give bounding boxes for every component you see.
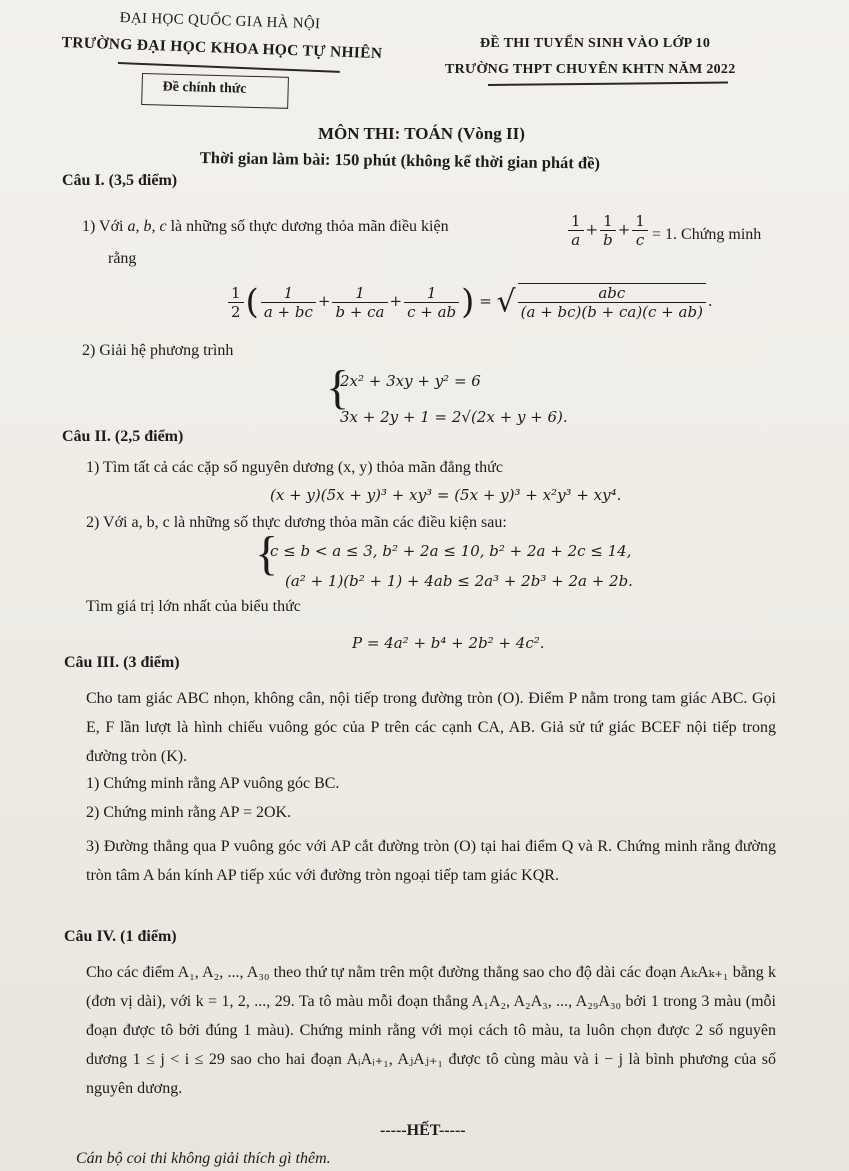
header-underline-left <box>118 62 340 72</box>
q2-expression-P: P = 4a² + b⁴ + 2b² + 4c². <box>352 634 545 652</box>
university-name: ĐẠI HỌC QUỐC GIA HÀ NỘI <box>119 10 321 33</box>
q2-title: Câu II. (2,5 điểm) <box>62 428 184 445</box>
q1-condition-tail: = 1. Chứng minh <box>652 226 762 243</box>
q1-part2: 2) Giải hệ phương trình <box>82 342 234 359</box>
q1-system-eq2: 3x + 2y + 1 = 2√(2x + y + 6). <box>340 408 568 426</box>
q1-part1-text: là những số thực dương thỏa mãn điều kiện <box>170 218 449 235</box>
q3-intro: Cho tam giác ABC nhọn, không cân, nội tiếp trong đường tròn (O). Điểm P nằm trong tam giác ABC. Gọi E, F lần lượt là hình chiếu vuông góc của P trên các cạnh CA, AB. Giả sử tứ giác BCEF nội tiếp trong đường tròn (K). <box>86 690 776 765</box>
q2-conditions-brace: { <box>255 527 279 580</box>
q3-part3: 3) Đường thẳng qua P vuông góc với AP cắt đường tròn (O) tại hai điểm Q và R. Chứng minh rằng đường tròn tâm A bán kính AP tiếp xúc với đường tròn ngoại tiếp tam giác KQR. <box>86 838 776 884</box>
q1-identity: $\frac{1}{2}$ ( $\frac{1}{a + bc}$ + $\frac{1}{b + ca}$ + $\frac{1}{c + ab}$ ) = √ $\frac{\text{abc}}{(a + bc)(b + ca)(c + ab)}$ . <box>226 282 713 322</box>
end-marker: -----HẾT----- <box>380 1122 466 1139</box>
q4-title: Câu IV. (1 điểm) <box>64 928 177 945</box>
time-limit: Thời gian làm bài: 150 phút (không kể thời gian phát đề) <box>199 148 601 173</box>
q2-part1-equation: (x + y)(5x + y)³ + xy³ = (5x + y)³ + x²y³ + xy⁴. <box>270 486 622 504</box>
q3-part1: 1) Chứng minh rằng AP vuông góc BC. <box>86 775 340 792</box>
q4-text: Cho các điểm A₁, A₂, ..., A₃₀ theo thứ tự nằm trên một đường thẳng sao cho độ dài các đoạn AₖAₖ₊₁ bằng k (đơn vị dài), với k = 1, 2, ..., 29. Ta tô màu mỗi đoạn thẳng A₁A₂, A₂A₃, ..., A₂₉A₃₀ bởi 1 trong 3 màu (mỗi đoạn được tô bởi đúng 1 màu). Chứng minh rằng với mọi cách tô màu, ta luôn chọn được 2 số nguyên dương 1 ≤ j < i ≤ 29 sao cho hai đoạn AᵢAᵢ₊₁, AⱼAⱼ₊₁ được tô cùng màu và i − j là bình phương của số nguyên dương. <box>86 964 776 1097</box>
q2-condition-2: (a² + 1)(b² + 1) + 4ab ≤ 2a³ + 2b³ + 2a + 2b. <box>285 572 633 590</box>
school-name: TRƯỜNG ĐẠI HỌC KHOA HỌC TỰ NHIÊN <box>61 34 383 63</box>
q1-part1-prefix: 1) Với <box>82 218 124 235</box>
q3-part2: 2) Chứng minh rằng AP = 2OK. <box>86 804 292 821</box>
proctor-note: Cán bộ coi thi không giải thích gì thêm. <box>76 1150 331 1167</box>
official-label: Đề chính thức <box>162 79 247 97</box>
q1-part1-cont: rằng <box>108 250 137 267</box>
q1-system-brace: { <box>326 361 350 414</box>
subject-title: MÔN THI: TOÁN (Vòng II) <box>318 124 525 143</box>
q1-system-eq1: 2x² + 3xy + y² = 6 <box>340 372 481 390</box>
q3-title: Câu III. (3 điểm) <box>64 654 180 671</box>
q2-part1: 1) Tìm tất cả các cặp số nguyên dương (x, y) thỏa mãn đẳng thức <box>86 459 503 476</box>
q2-find: Tìm giá trị lớn nhất của biểu thức <box>86 598 301 615</box>
header-underline-right <box>488 81 728 85</box>
q1-part1-vars: a, b, c <box>127 218 167 235</box>
q1-condition: $\frac{1}{a}$ + $\frac{1}{b}$ + $\frac{1}{c}$ <box>566 212 650 249</box>
q2-part2: 2) Với a, b, c là những số thực dương thỏa mãn các điều kiện sau: <box>86 514 507 531</box>
q1-part1-line <box>82 218 449 236</box>
exam-title-line2: TRƯỜNG THPT CHUYÊN KHTN NĂM 2022 <box>445 62 736 77</box>
q1-title: Câu I. (3,5 điểm) <box>62 172 178 189</box>
official-stamp-box <box>141 73 289 109</box>
exam-title-line1: ĐỀ THI TUYỂN SINH VÀO LỚP 10 <box>480 36 711 51</box>
q2-condition-1: c ≤ b < a ≤ 3, b² + 2a ≤ 10, b² + 2a + 2c ≤ 14, <box>270 542 632 560</box>
